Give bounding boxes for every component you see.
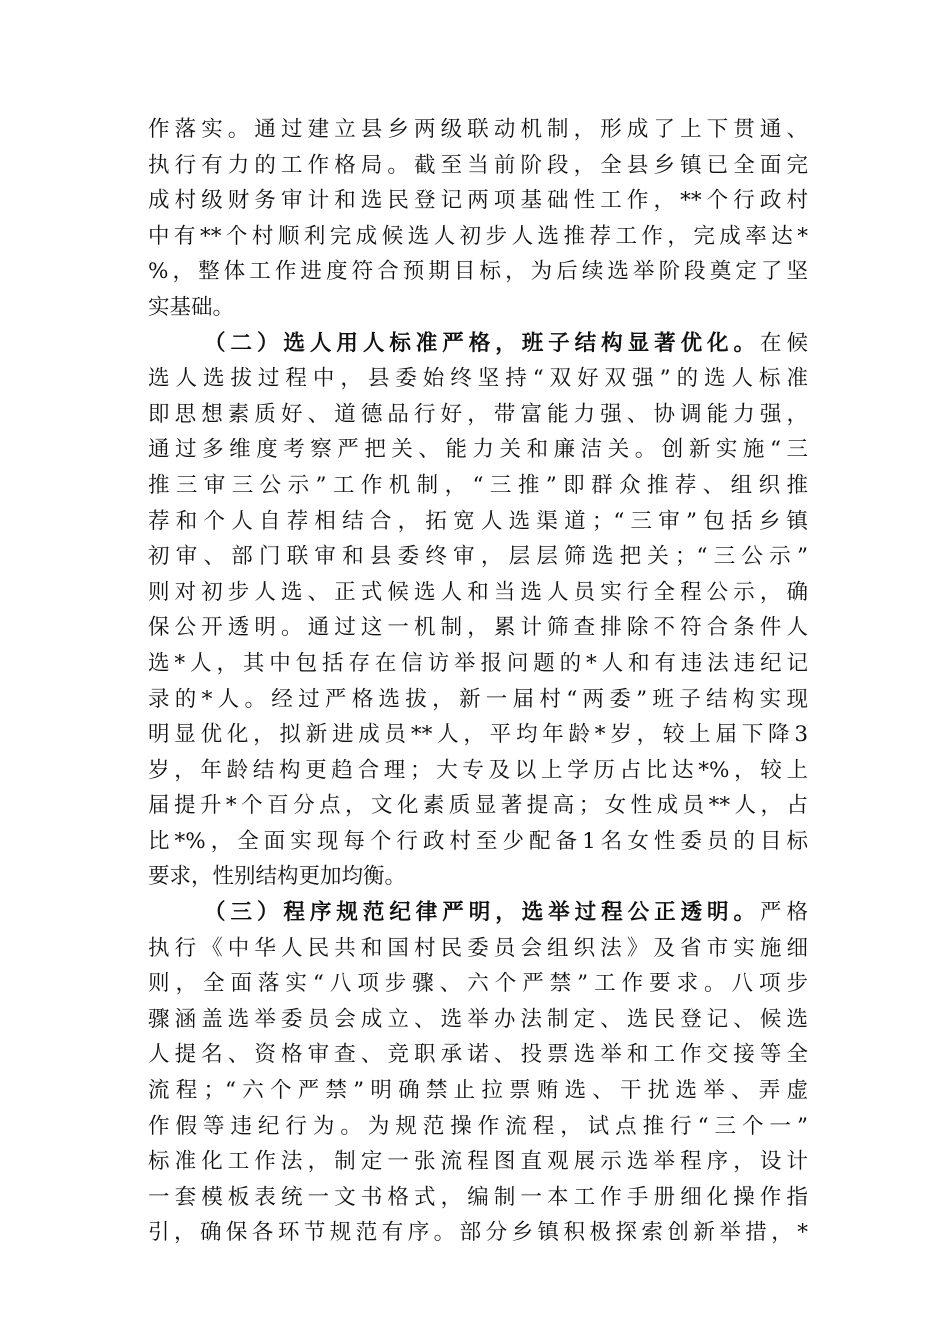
text-line: 执行有力的工作格局。截至当前阶段，全县乡镇已全面完: [148, 152, 808, 178]
text-line: 岁，年龄结构更趋合理；大专及以上学历占比达*%，较上: [148, 757, 808, 783]
text-line: 即思想素质好、道德品行好，带富能力强、协调能力强，: [148, 401, 808, 427]
text-line: 通过多维度考察严把关、能力关和廉洁关。创新实施“三: [148, 437, 808, 463]
text-line: 则，全面落实“八项步骤、六个严禁”工作要求。八项步: [148, 971, 808, 997]
section-heading-3: （三）程序规范纪律严明，选举过程公正透明。: [204, 900, 760, 926]
text-run: 在候: [760, 330, 808, 356]
text-line: 中有**个村顺利完成候选人初步人选推荐工作，完成率达*: [148, 223, 808, 249]
text-line: 届提升*个百分点，文化素质显著提高；女性成员**人，占: [148, 793, 808, 819]
document-page: [148, 112, 808, 1251]
text-run: 严格: [760, 900, 808, 926]
text-line: 录的*人。经过严格选拔，新一届村“两委”班子结构实现: [148, 686, 808, 712]
text-line: 引，确保各环节规范有序。部分乡镇积极探索创新举措，*: [148, 1220, 808, 1246]
text-line: 荐和个人自荐相结合，拓宽人选渠道；“三审”包括乡镇: [148, 508, 808, 534]
text-line: 推三审三公示”工作机制，“三推”即群众推荐、组织推: [148, 472, 808, 498]
paragraph-2-first-line: [148, 326, 808, 362]
text-line: 标准化工作法，制定一张流程图直观展示选举程序，设计: [148, 1149, 808, 1175]
text-line: 保公开透明。通过这一机制，累计筛查排除不符合条件人: [148, 615, 808, 641]
section-heading-2: （二）选人用人标准严格，班子结构显著优化。: [204, 330, 760, 356]
text-line: 流程；“六个严禁”明确禁止拉票贿选、干扰选举、弄虚: [148, 1078, 808, 1104]
text-line: 骤涵盖选举委员会成立、选举办法制定、选民登记、候选: [148, 1006, 808, 1032]
paragraph-2: [148, 326, 808, 896]
text-line: 选人选拔过程中，县委始终坚持“双好双强”的选人标准: [148, 366, 808, 392]
text-line: 实基础。: [148, 294, 235, 320]
text-line: 要求，性别结构更加均衡。: [148, 864, 407, 890]
paragraph-3: [148, 895, 808, 1251]
text-line: 比*%，全面实现每个行政村至少配备1名女性委员的目标: [148, 828, 808, 854]
text-line: 成村级财务审计和选民登记两项基础性工作，**个行政村: [148, 188, 808, 214]
text-line: 作假等违纪行为。为规范操作流程，试点推行“三个一”: [148, 1113, 808, 1139]
text-line: %，整体工作进度符合预期目标，为后续选举阶段奠定了坚: [148, 259, 808, 285]
text-line: 选*人，其中包括存在信访举报问题的*人和有违法违纪记: [148, 650, 808, 676]
text-line: 初审、部门联审和县委终审，层层筛选把关；“三公示”: [148, 544, 808, 570]
text-line: 一套模板表统一文书格式，编制一本工作手册细化操作指: [148, 1184, 808, 1210]
paragraph-1: [148, 112, 808, 326]
text-line: 明显优化，拟新进成员**人，平均年龄*岁，较上届下降3: [148, 722, 808, 748]
text-line: 人提名、资格审查、竞职承诺、投票选举和工作交接等全: [148, 1042, 808, 1068]
text-line: 执行《中华人民共和国村民委员会组织法》及省市实施细: [148, 935, 808, 961]
text-line: 则对初步人选、正式候选人和当选人员实行全程公示，确: [148, 579, 808, 605]
paragraph-3-first-line: [148, 895, 808, 931]
text-line: 作落实。通过建立县乡两级联动机制，形成了上下贯通、: [148, 117, 808, 142]
